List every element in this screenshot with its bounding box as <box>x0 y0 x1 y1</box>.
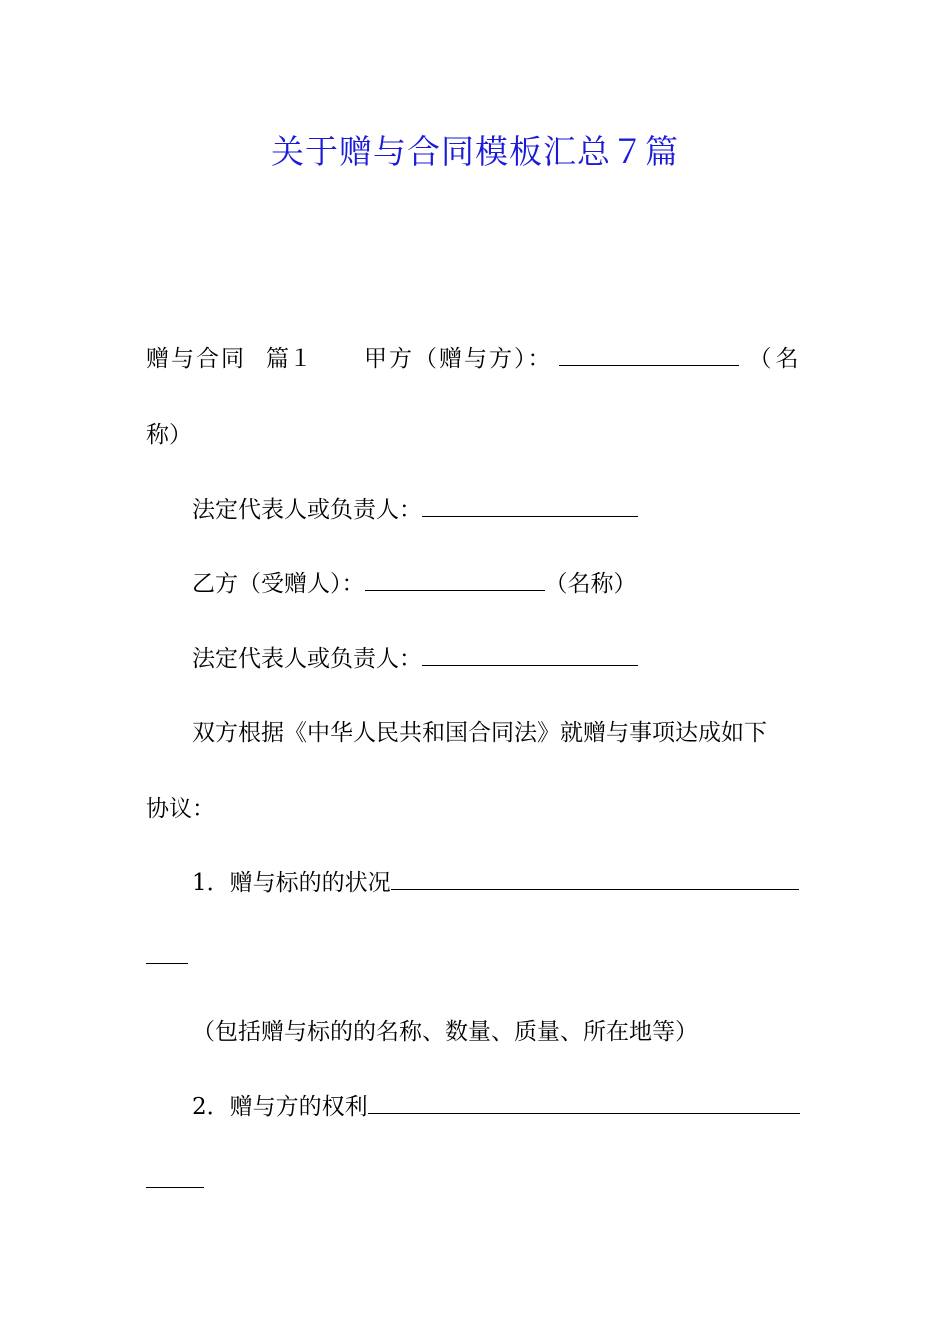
party-a-label: 甲方（赠与方）： <box>364 346 553 372</box>
item-1-label: 1．赠与标的的状况 <box>192 870 391 896</box>
party-b-name-note: （名称） <box>544 571 637 597</box>
party-b-representative-line <box>192 642 808 676</box>
item-2-blank[interactable] <box>368 1091 800 1114</box>
article-number: 篇１ <box>266 346 312 372</box>
item-2-label: 2．赠与方的权利 <box>192 1094 368 1120</box>
party-a-name-blank[interactable] <box>559 343 739 366</box>
name-note-start: （名 <box>748 346 803 372</box>
item-1-blank-continuation-line <box>146 940 808 974</box>
item-1-blank[interactable] <box>391 867 799 890</box>
party-a-representative-line <box>192 493 808 527</box>
party-b-line <box>192 567 808 601</box>
item-1-line <box>192 866 808 900</box>
party-a-representative-blank[interactable] <box>422 494 638 517</box>
party-b-name-blank[interactable] <box>365 568 545 591</box>
item-2-blank-continuation-line <box>146 1164 808 1198</box>
party-b-representative-label: 法定代表人或负责人： <box>192 646 422 672</box>
item-1-note: （包括赠与标的的名称、数量、质量、所在地等） <box>192 1019 698 1045</box>
party-b-label: 乙方（受赠人）： <box>192 571 365 597</box>
contract-header-line <box>146 342 808 376</box>
agreement-intro-continuation: 协议： <box>146 796 215 822</box>
document-title: 关于赠与合同模板汇总７篇 <box>271 132 679 171</box>
name-note-continuation: 称） <box>146 422 192 448</box>
contract-heading: 赠与合同 <box>146 346 246 372</box>
item-1-blank-continuation[interactable] <box>146 941 188 964</box>
party-a-representative-label: 法定代表人或负责人： <box>192 497 422 523</box>
party-b-representative-blank[interactable] <box>422 643 638 666</box>
item-2-line <box>192 1090 808 1124</box>
agreement-intro: 双方根据《中华人民共和国合同法》就赠与事项达成如下 <box>192 720 767 746</box>
item-2-blank-continuation[interactable] <box>146 1165 204 1188</box>
